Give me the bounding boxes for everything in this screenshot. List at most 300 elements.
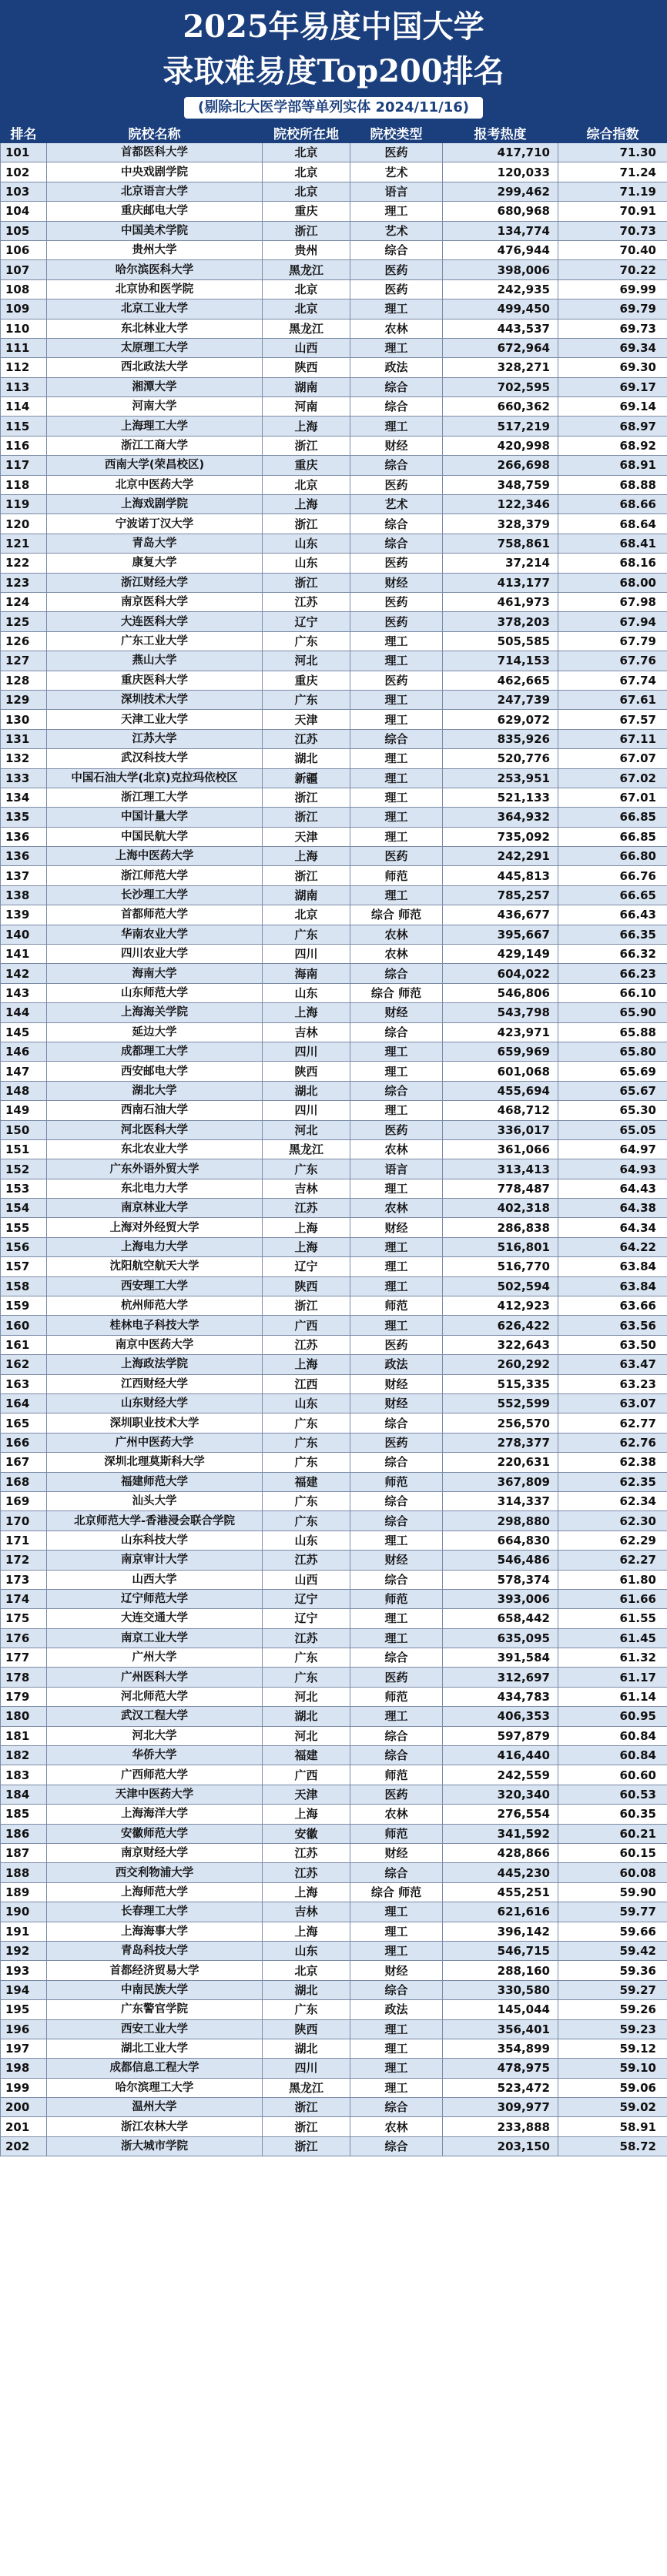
location-cell: 陕西 [263,2019,350,2039]
table-row [1,319,667,338]
index-cell: 69.73 [558,319,667,338]
type-cell: 理工 [350,1179,443,1198]
popularity-cell: 391,584 [443,1648,558,1668]
popularity-cell: 445,813 [443,866,558,885]
type-cell: 医药 [350,592,443,611]
index-cell: 58.72 [558,2136,667,2156]
popularity-cell: 436,677 [443,905,558,925]
location-cell: 浙江 [263,808,350,827]
table-row [1,1765,667,1785]
table-row [1,260,667,279]
school-name-cell: 燕山大学 [47,651,263,671]
type-cell: 农林 [350,1199,443,1218]
rank-cell: 124 [1,592,47,611]
table-row [1,2059,667,2078]
location-cell: 浙江 [263,221,350,240]
column-header-rank: 排名 [1,122,47,143]
table-row [1,2136,667,2156]
location-cell: 陕西 [263,358,350,377]
school-name-cell: 武汉工程大学 [47,1707,263,1726]
school-name-cell: 南京医科大学 [47,592,263,611]
popularity-cell: 520,776 [443,749,558,768]
table-row [1,162,667,182]
location-cell: 浙江 [263,788,350,807]
index-cell: 64.22 [558,1237,667,1256]
school-name-cell: 上海对外经贸大学 [47,1218,263,1237]
location-cell: 湖北 [263,1980,350,1999]
school-name-cell: 南京工业大学 [47,1628,263,1648]
table-row [1,925,667,944]
index-cell: 59.23 [558,2019,667,2039]
rank-cell: 156 [1,1237,47,1256]
index-cell: 67.98 [558,592,667,611]
popularity-cell: 398,006 [443,260,558,279]
popularity-cell: 417,710 [443,143,558,162]
location-cell: 上海 [263,1805,350,1824]
table-row [1,1648,667,1668]
table-row [1,1081,667,1100]
location-cell: 江苏 [263,592,350,611]
school-name-cell: 上海戏剧学院 [47,495,263,514]
index-cell: 60.95 [558,1707,667,1726]
popularity-cell: 330,580 [443,1980,558,1999]
rank-cell: 180 [1,1707,47,1726]
table-row [1,338,667,357]
rank-cell: 145 [1,1022,47,1042]
rank-cell: 101 [1,143,47,162]
location-cell: 新疆 [263,768,350,788]
type-cell: 医药 [350,847,443,866]
table-row [1,690,667,709]
index-cell: 70.91 [558,202,667,221]
type-cell: 理工 [350,827,443,846]
location-cell: 江苏 [263,1628,350,1648]
table-row [1,808,667,827]
school-name-cell: 河北大学 [47,1726,263,1745]
table-row [1,729,667,748]
school-name-cell: 西交利物浦大学 [47,1863,263,1882]
rank-cell: 199 [1,2078,47,2097]
index-cell: 60.53 [558,1785,667,1804]
rank-cell: 126 [1,631,47,651]
school-name-cell: 太原理工大学 [47,338,263,357]
rank-cell: 195 [1,2000,47,2019]
rank-cell: 198 [1,2059,47,2078]
location-cell: 四川 [263,945,350,964]
location-cell: 广东 [263,631,350,651]
rank-cell: 159 [1,1296,47,1316]
index-cell: 68.16 [558,554,667,573]
rank-cell: 200 [1,2098,47,2117]
rank-cell: 146 [1,1042,47,1061]
popularity-cell: 253,951 [443,768,558,788]
school-name-cell: 湖北工业大学 [47,2039,263,2058]
school-name-cell: 北京语言大学 [47,182,263,201]
school-name-cell: 北京协和医学院 [47,279,263,299]
table-row [1,1022,667,1042]
school-name-cell: 上海理工大学 [47,417,263,436]
popularity-cell: 660,362 [443,397,558,417]
popularity-cell: 461,973 [443,592,558,611]
type-cell: 艺术 [350,495,443,514]
school-name-cell: 上海中医药大学 [47,847,263,866]
location-cell: 北京 [263,1961,350,1980]
popularity-cell: 134,774 [443,221,558,240]
type-cell: 农林 [350,945,443,964]
rank-cell: 193 [1,1961,47,1980]
rank-cell: 182 [1,1746,47,1765]
rank-cell: 174 [1,1589,47,1608]
location-cell: 江苏 [263,1551,350,1570]
location-cell: 浙江 [263,2136,350,2156]
table-row [1,631,667,651]
index-cell: 64.43 [558,1179,667,1198]
title-line-1: 2025年易度中国大学 [183,8,484,45]
popularity-cell: 621,616 [443,1902,558,1922]
index-cell: 59.10 [558,2059,667,2078]
school-name-cell: 江西财经大学 [47,1374,263,1393]
index-cell: 70.73 [558,221,667,240]
rank-cell: 168 [1,1472,47,1491]
index-cell: 67.61 [558,690,667,709]
location-cell: 广东 [263,1433,350,1452]
popularity-cell: 122,346 [443,495,558,514]
index-cell: 66.80 [558,847,667,866]
type-cell: 综合 [350,2136,443,2156]
table-row [1,1237,667,1256]
location-cell: 天津 [263,710,350,729]
location-cell: 上海 [263,1218,350,1237]
type-cell: 理工 [350,690,443,709]
school-name-cell: 北京工业大学 [47,299,263,319]
index-cell: 62.35 [558,1472,667,1491]
location-cell: 江西 [263,1374,350,1393]
rank-cell: 147 [1,1062,47,1081]
school-name-cell: 贵州大学 [47,240,263,259]
index-cell: 67.76 [558,651,667,671]
type-cell: 理工 [350,1316,443,1335]
type-cell: 综合 [350,534,443,553]
popularity-cell: 680,968 [443,202,558,221]
rank-cell: 122 [1,554,47,573]
location-cell: 四川 [263,1042,350,1061]
school-name-cell: 东北林业大学 [47,319,263,338]
school-name-cell: 宁波诺丁汉大学 [47,514,263,534]
school-name-cell: 武汉科技大学 [47,749,263,768]
type-cell: 师范 [350,1687,443,1706]
rank-cell: 152 [1,1159,47,1179]
type-cell: 理工 [350,1101,443,1120]
type-cell: 理工 [350,1941,443,1960]
rank-cell: 162 [1,1355,47,1374]
subtitle-wrap [0,94,667,122]
popularity-cell: 396,142 [443,1922,558,1941]
index-cell: 60.21 [558,1824,667,1843]
popularity-cell: 478,975 [443,2059,558,2078]
index-cell: 66.32 [558,945,667,964]
rank-cell: 118 [1,475,47,494]
type-cell: 医药 [350,475,443,494]
index-cell: 62.34 [558,1491,667,1510]
type-cell: 理工 [350,338,443,357]
table-row [1,983,667,1002]
popularity-cell: 499,450 [443,299,558,319]
location-cell: 北京 [263,299,350,319]
location-cell: 上海 [263,495,350,514]
location-cell: 广东 [263,1453,350,1472]
type-cell: 师范 [350,866,443,885]
index-cell: 61.32 [558,1648,667,1668]
rank-cell: 136 [1,827,47,846]
location-cell: 山东 [263,983,350,1002]
popularity-cell: 505,585 [443,631,558,651]
type-cell: 政法 [350,2000,443,2019]
school-name-cell: 西安工业大学 [47,2019,263,2039]
location-cell: 广东 [263,690,350,709]
school-name-cell: 上海电力大学 [47,1237,263,1256]
type-cell: 医药 [350,1433,443,1452]
rank-cell: 175 [1,1609,47,1628]
type-cell: 农林 [350,925,443,944]
table-row [1,1961,667,1980]
rank-cell: 136 [1,847,47,866]
location-cell: 河北 [263,1687,350,1706]
index-cell: 64.93 [558,1159,667,1179]
type-cell: 综合 [350,1570,443,1589]
location-cell: 北京 [263,279,350,299]
type-cell: 综合 [350,514,443,534]
school-name-cell: 浙江师范大学 [47,866,263,885]
type-cell: 财经 [350,1551,443,1570]
popularity-cell: 664,830 [443,1531,558,1550]
location-cell: 广东 [263,1648,350,1668]
rank-cell: 155 [1,1218,47,1237]
school-name-cell: 湖北大学 [47,1081,263,1100]
type-cell: 医药 [350,554,443,573]
table-row [1,456,667,475]
type-cell: 理工 [350,2059,443,2078]
table-row [1,1199,667,1218]
school-name-cell: 山东财经大学 [47,1394,263,1413]
table-row [1,143,667,162]
popularity-cell: 220,631 [443,1453,558,1472]
popularity-cell: 546,715 [443,1941,558,1960]
school-name-cell: 哈尔滨医科大学 [47,260,263,279]
location-cell: 上海 [263,1237,350,1256]
location-cell: 北京 [263,905,350,925]
index-cell: 59.12 [558,2039,667,2058]
index-cell: 67.57 [558,710,667,729]
table-row [1,1335,667,1354]
index-cell: 63.66 [558,1296,667,1316]
popularity-cell: 758,861 [443,534,558,553]
rank-cell: 140 [1,925,47,944]
location-cell: 北京 [263,475,350,494]
location-cell: 陕西 [263,1062,350,1081]
type-cell: 综合 师范 [350,905,443,925]
type-cell: 农林 [350,2117,443,2136]
rank-cell: 133 [1,768,47,788]
popularity-cell: 416,440 [443,1746,558,1765]
type-cell: 财经 [350,1843,443,1862]
index-cell: 65.90 [558,1003,667,1022]
type-cell: 理工 [350,2078,443,2097]
index-cell: 65.69 [558,1062,667,1081]
popularity-cell: 604,022 [443,964,558,983]
index-cell: 65.67 [558,1081,667,1100]
school-name-cell: 上海海洋大学 [47,1805,263,1824]
index-cell: 61.66 [558,1589,667,1608]
type-cell: 艺术 [350,162,443,182]
type-cell: 理工 [350,788,443,807]
school-name-cell: 山西大学 [47,1570,263,1589]
popularity-cell: 778,487 [443,1179,558,1198]
table-row [1,2098,667,2117]
popularity-cell: 413,177 [443,573,558,592]
table-row [1,534,667,553]
popularity-cell: 502,594 [443,1276,558,1296]
school-name-cell: 重庆邮电大学 [47,202,263,221]
rank-cell: 177 [1,1648,47,1668]
index-cell: 66.35 [558,925,667,944]
table-row [1,847,667,866]
index-cell: 66.43 [558,905,667,925]
table-row [1,1980,667,1999]
rank-cell: 197 [1,2039,47,2058]
type-cell: 理工 [350,1531,443,1550]
index-cell: 65.88 [558,1022,667,1042]
location-cell: 贵州 [263,240,350,259]
table-row [1,1159,667,1179]
type-cell: 综合 [350,1022,443,1042]
rank-cell: 139 [1,905,47,925]
index-cell: 62.27 [558,1551,667,1570]
popularity-cell: 288,160 [443,1961,558,1980]
school-name-cell: 中南民族大学 [47,1980,263,1999]
popularity-cell: 455,694 [443,1081,558,1100]
index-cell: 61.45 [558,1628,667,1648]
location-cell: 上海 [263,1355,350,1374]
location-cell: 浙江 [263,514,350,534]
location-cell: 黑龙江 [263,1139,350,1159]
popularity-cell: 428,866 [443,1843,558,1862]
popularity-cell: 785,257 [443,885,558,905]
school-name-cell: 青岛科技大学 [47,1941,263,1960]
table-row [1,1218,667,1237]
index-cell: 68.00 [558,573,667,592]
popularity-cell: 420,998 [443,436,558,455]
table-row [1,1472,667,1491]
popularity-cell: 299,462 [443,182,558,201]
rank-cell: 190 [1,1902,47,1922]
type-cell: 理工 [350,1257,443,1276]
index-cell: 69.99 [558,279,667,299]
popularity-cell: 395,667 [443,925,558,944]
popularity-cell: 578,374 [443,1570,558,1589]
rank-cell: 130 [1,710,47,729]
location-cell: 天津 [263,1785,350,1804]
location-cell: 山西 [263,1570,350,1589]
index-cell: 66.76 [558,866,667,885]
table-row [1,202,667,221]
popularity-cell: 312,697 [443,1668,558,1687]
popularity-cell: 516,801 [443,1237,558,1256]
rank-cell: 107 [1,260,47,279]
rank-cell: 109 [1,299,47,319]
rank-cell: 115 [1,417,47,436]
rank-cell: 110 [1,319,47,338]
index-cell: 64.97 [558,1139,667,1159]
type-cell: 综合 [350,1081,443,1100]
school-name-cell: 上海师范大学 [47,1882,263,1902]
type-cell: 综合 [350,456,443,475]
popularity-cell: 276,554 [443,1805,558,1824]
popularity-cell: 37,214 [443,554,558,573]
school-name-cell: 大连交通大学 [47,1609,263,1628]
rank-cell: 165 [1,1413,47,1433]
index-cell: 61.55 [558,1609,667,1628]
location-cell: 广东 [263,925,350,944]
rank-cell: 179 [1,1687,47,1706]
index-cell: 58.91 [558,2117,667,2136]
table-row [1,964,667,983]
table-row [1,1570,667,1589]
table-row [1,1355,667,1374]
location-cell: 北京 [263,182,350,201]
type-cell: 综合 [350,397,443,417]
popularity-cell: 233,888 [443,2117,558,2136]
index-cell: 59.06 [558,2078,667,2097]
school-name-cell: 天津中医药大学 [47,1785,263,1804]
index-cell: 68.92 [558,436,667,455]
index-cell: 60.84 [558,1726,667,1745]
rank-cell: 157 [1,1257,47,1276]
table-row [1,475,667,494]
index-cell: 67.79 [558,631,667,651]
school-name-cell: 上海政法学院 [47,1355,263,1374]
school-name-cell: 西南大学(荣昌校区) [47,456,263,475]
index-cell: 65.30 [558,1101,667,1120]
rank-cell: 164 [1,1394,47,1413]
rank-cell: 154 [1,1199,47,1218]
rank-cell: 158 [1,1276,47,1296]
index-cell: 68.97 [558,417,667,436]
table-row [1,945,667,964]
location-cell: 广东 [263,2000,350,2019]
popularity-cell: 546,806 [443,983,558,1002]
column-header-type: 院校类型 [350,122,443,143]
popularity-cell: 702,595 [443,377,558,396]
type-cell: 理工 [350,749,443,768]
location-cell: 四川 [263,1101,350,1120]
location-cell: 河北 [263,1726,350,1745]
school-name-cell: 福建师范大学 [47,1472,263,1491]
type-cell: 政法 [350,358,443,377]
rank-cell: 153 [1,1179,47,1198]
popularity-cell: 635,095 [443,1628,558,1648]
table-row [1,182,667,201]
location-cell: 江苏 [263,1335,350,1354]
school-name-cell: 温州大学 [47,2098,263,2117]
popularity-cell: 468,712 [443,1101,558,1120]
index-cell: 67.94 [558,612,667,631]
rank-cell: 194 [1,1980,47,1999]
popularity-cell: 354,899 [443,2039,558,2058]
table-row [1,358,667,377]
rank-cell: 163 [1,1374,47,1393]
school-name-cell: 西北政法大学 [47,358,263,377]
rank-cell: 151 [1,1139,47,1159]
